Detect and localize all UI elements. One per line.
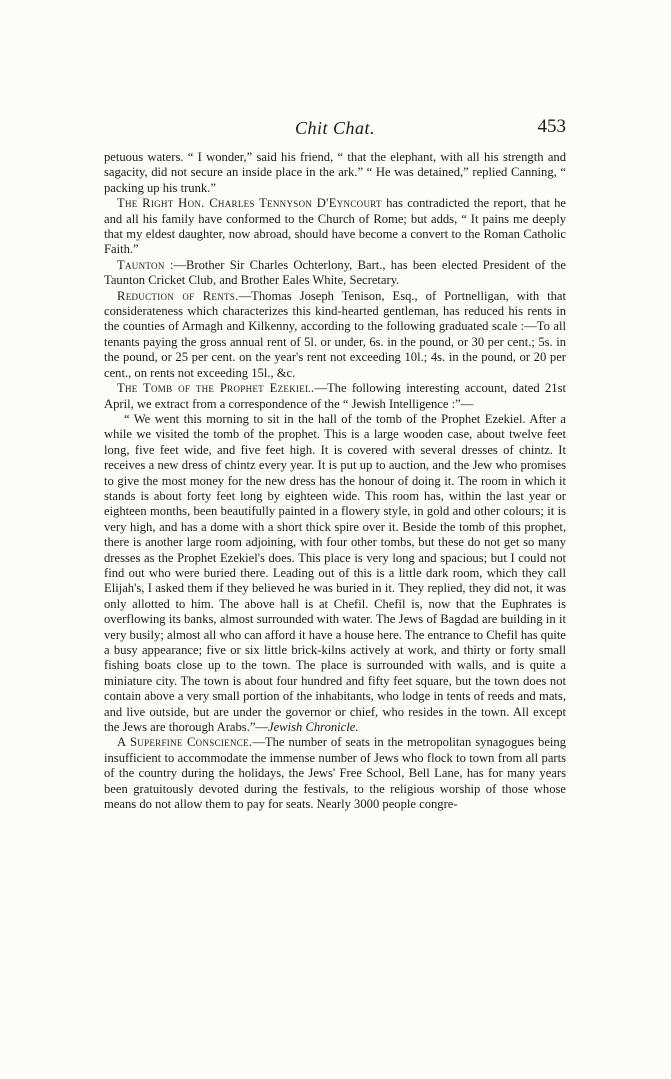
paragraph-text: petuous waters. “ I wonder,” said his friend, “ that the elephant, with all his strength and sagacity, did not secure an inside place in the ark.” “ He was detained,” replied Canning, “ packing up his trunk.” [104,150,566,195]
paragraph-text: —Thomas Joseph Tenison, Esq., of Portnelligan, with that considerateness which characterizes this kind-hearted gentleman, has reduced his rents in the counties of Armagh and Kilkenny, according to the following graduated scale :—To all tenants paying the gross annual rent of 5l. or under, 6s. in the pound, or 30 per cent.; 5s. in the pound, or 25 per cent. on the year's rent not exceeding 10l.; 4s. in the pound, or 20 per cent., on rents not exceeding 15l., &c. [104,288,566,380]
paragraph-quotation [104,412,566,736]
paragraph-lead: The Right Hon. Charles Tennyson D'Eyncourt [117,196,382,211]
paragraph-text: —The number of seats in the metropolitan synagogues being insufficient to accommodate the immense number of Jews who flock to town from all parts of the country during the holidays, the Jews' Free School, Bell Lane, has for many years been gratuitously devoted during the festivals, to the religious worship of those whose means do not allow them to pay for seats. Nearly 3000 people congre- [104,735,567,812]
paragraph-continuation [104,150,566,196]
page-number: 453 [537,116,566,137]
paragraph-dEyncourt [104,196,566,258]
paragraph-reduction-of-rents [104,289,566,381]
body-text [104,150,566,812]
page-header [104,112,566,142]
paragraph-text: “ We went this morning to sit in the hall of the tomb of the Prophet Ezekiel. After a while we visited the tomb of the prophet. This is a large wooden case, about twelve feet long, five feet wide, and five feet high. It is covered with several dresses of chintz. It receives a new dress of chintz every year. It is put up to auction, and the Jew who promises to give the most money for the new dress has the honour of doing it. The room in which it stands is about forty feet long by eighteen wide. This room has, within the last year or eighteen months, been beautifully painted in a flowery style, in gold and other colours; it is very high, and has a dome with a short thick spire over it. Beside the tomb of this prophet, there is another large room adjoining, with four other tombs, but these do not get so many dresses as the Prophet Ezekiel's does. This place is very long and spacious; but I could not find out who were buried there. Leading out of this is a little dark room, which they call Elijah's, I asked them if they believed he was buried in it. They replied, they did not, it was only allotted to him. The above hall is at Chefil. Chefil is, now that the Euphrates is overflowing its banks, almost surrounded with water. The Jews of Bagdad are building in it very busily; almost all who can afford it have a house here. The entrance to Chefil has quite a busy appearance; five or six little brick-kilns actively at work, and thirty or forty small fishing boats close up to the town. The place is surrounded with walls, and is quite a miniature city. The town is about four hundred and fifty feet square, but the town does not contain above a very small portion of the inhabitants, who lodge in tents of reeds and mats, and live outside, but are under the governor or chief, who resides in the town. All except the Jews are thorough Arabs.”— [104,411,566,735]
paragraph-lead: The Tomb of the Prophet Ezekiel. [117,381,315,396]
paragraph-lead: Reduction of Rents. [117,288,239,303]
paragraph-taunton [104,258,566,289]
paragraph-tomb-of-ezekiel [104,381,566,412]
paragraph-lead: Taunton [117,257,165,272]
paragraph-text: has contradicted the report, that he and all his family have conformed to the Church of Rome; but adds, “ It pains me deeply that my eldest daughter, now abroad, should have become a convert to the Roman Catholic Faith.” [104,196,566,257]
paragraph-text: :—Brother Sir Charles Ochterlony, Bart., has been elected President of the Taunton Cricket Club, and Brother Eales White, Secretary. [104,257,566,288]
paragraph-source: Jewish Chronicle. [268,720,359,735]
running-title: Chit Chat. [294,118,375,138]
paragraph-superfine-conscience [104,735,566,812]
paragraph-text: —The following interesting account, dated 21st April, we extract from a correspondence of the “ Jewish Intelligence :”— [104,381,566,411]
paragraph-lead: A Superfine Conscience. [117,735,253,750]
